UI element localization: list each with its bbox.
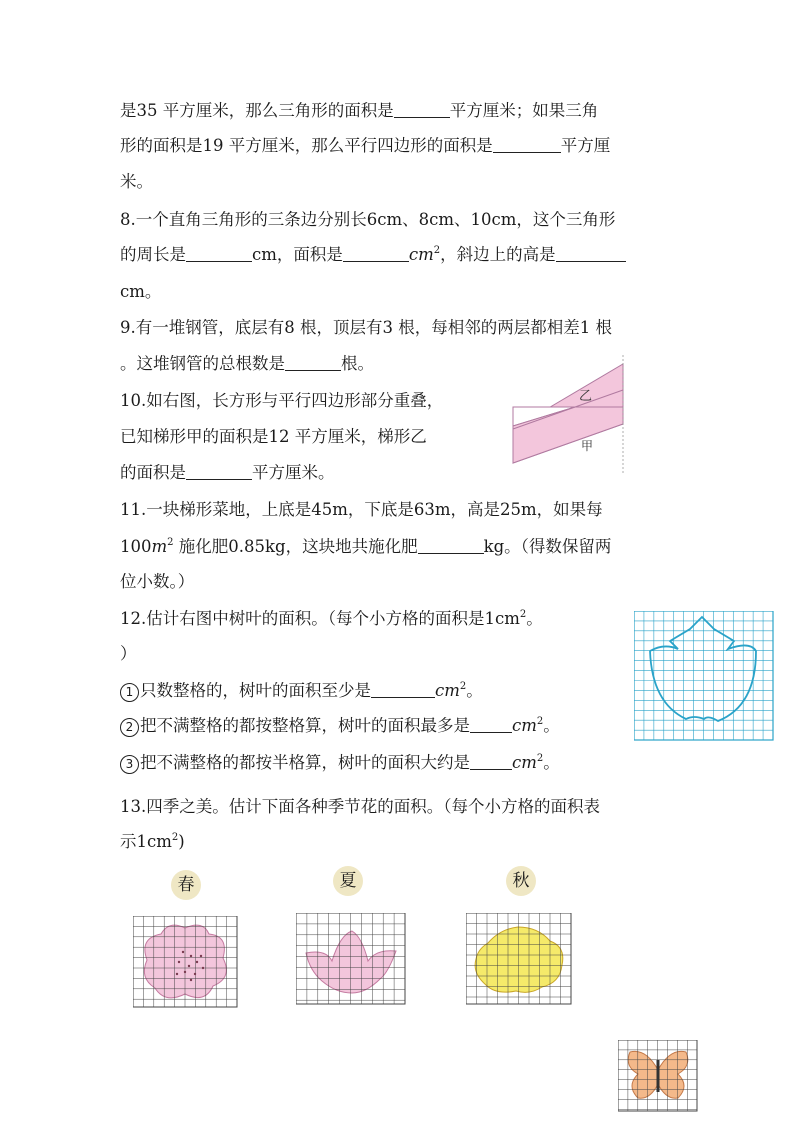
answer-blank[interactable] <box>470 753 512 770</box>
autumn-flower-grid <box>466 913 572 1005</box>
label-jia: 甲 <box>581 439 594 453</box>
text: 。 <box>543 716 560 735</box>
question-11 <box>120 500 603 520</box>
butterfly-body <box>657 1060 660 1092</box>
leaf-grid-figure <box>634 611 774 741</box>
answer-blank[interactable] <box>371 681 435 698</box>
text: cm，面积是 <box>252 245 343 264</box>
text: 根。 <box>341 354 374 373</box>
answer-blank[interactable] <box>418 537 484 554</box>
spring-flower-grid <box>133 916 238 1008</box>
answer-blank[interactable] <box>186 245 252 262</box>
text: 位小数。） <box>120 572 195 591</box>
circled-number: 3 <box>120 755 139 774</box>
label-yi: 乙 <box>579 389 593 404</box>
text: 示1cm <box>120 832 172 851</box>
circled-number: 2 <box>120 718 139 737</box>
unit: cm <box>512 716 537 735</box>
question-8 <box>120 210 615 230</box>
text: 。 <box>466 681 483 700</box>
text-line <box>120 101 598 121</box>
text: 13.四季之美。估计下面各种季节花的面积。（每个小方格的面积表 <box>120 797 600 816</box>
text-line <box>120 572 194 592</box>
circled-number: 1 <box>120 683 139 702</box>
text: 。这堆钢管的总根数是 <box>120 354 285 373</box>
text: 把不满整格的都按半格算，树叶的面积大约是 <box>140 753 470 772</box>
text: 平方厘米；如果三角 <box>449 101 599 120</box>
text: 平方厘 <box>560 136 611 155</box>
text: ) <box>178 832 185 851</box>
overlap-figure <box>505 355 630 475</box>
answer-blank[interactable] <box>285 354 341 371</box>
text: 11.一块梯形菜地，上底是45m，下底是63m，高是25m，如果每 <box>120 500 603 519</box>
superscript: 2 <box>519 609 527 620</box>
text-line <box>120 172 153 192</box>
question-9 <box>120 318 612 338</box>
unit: m <box>151 537 168 556</box>
text: cm。 <box>120 282 162 301</box>
text: 平方厘米。 <box>252 463 335 482</box>
text-line <box>120 537 611 557</box>
text: 8.一个直角三角形的三条边分别长6cm、8cm、10cm，这个三角形 <box>120 210 616 229</box>
text-line <box>120 463 335 483</box>
text: kg。（得数保留两 <box>483 537 612 556</box>
superscript: 2 <box>171 832 179 843</box>
season-label-autumn: 秋 <box>506 866 536 896</box>
butterfly-grid <box>618 1040 698 1112</box>
text: ） <box>120 644 137 663</box>
text-line <box>120 644 137 664</box>
text: 米。 <box>120 172 153 191</box>
text: 是35 平方厘米，那么三角形的面积是 <box>120 101 394 120</box>
text: 。 <box>543 753 560 772</box>
superscript: 2 <box>167 537 174 548</box>
text: 把不满整格的都按整格算，树叶的面积最多是 <box>140 716 470 735</box>
superscript: 2 <box>536 716 544 727</box>
text: 的面积是 <box>120 463 186 482</box>
text: 形的面积是19 平方厘米，那么平行四边形的面积是 <box>120 136 493 155</box>
text: 。 <box>526 609 543 628</box>
text: 12.估计右图中树叶的面积。（每个小方格的面积是1cm <box>120 609 520 628</box>
unit: cm <box>512 753 537 772</box>
text: 10.如右图，长方形与平行四边形部分重叠， <box>120 391 444 410</box>
question-10 <box>120 391 443 411</box>
text: 的周长是 <box>120 245 186 264</box>
question-13 <box>120 797 600 817</box>
text-line <box>120 753 560 774</box>
text-line <box>120 832 185 852</box>
superscript: 2 <box>433 245 441 256</box>
text: 施化肥0.85kg，这块地共施化肥 <box>178 537 418 556</box>
text: 只数整格的，树叶的面积至少是 <box>140 681 371 700</box>
text-line <box>120 354 374 374</box>
text: 9.有一堆钢管，底层有8 根，顶层有3 根，每相邻的两层都相差1 根 <box>120 318 612 337</box>
answer-blank[interactable] <box>343 245 409 262</box>
text-line <box>120 681 483 702</box>
text-line <box>120 245 626 265</box>
summer-flower-grid <box>296 913 406 1005</box>
answer-blank[interactable] <box>556 245 626 262</box>
answer-blank[interactable] <box>470 716 512 733</box>
superscript: 2 <box>459 681 467 692</box>
superscript: 2 <box>536 753 544 764</box>
season-label-summer: 夏 <box>333 866 363 896</box>
text-line <box>120 282 161 302</box>
answer-blank[interactable] <box>394 101 450 118</box>
season-label-spring: 春 <box>171 870 201 900</box>
text: 100 <box>120 537 152 556</box>
text: 已知梯形甲的面积是12 平方厘米，梯形乙 <box>120 427 427 446</box>
unit: cm <box>408 245 434 264</box>
text-line <box>120 716 560 737</box>
answer-blank[interactable] <box>186 463 252 480</box>
text-line <box>120 136 610 156</box>
text-line <box>120 427 427 447</box>
text: ，斜边上的高是 <box>440 245 556 264</box>
unit: cm <box>435 681 460 700</box>
answer-blank[interactable] <box>493 136 561 153</box>
question-12 <box>120 609 543 629</box>
